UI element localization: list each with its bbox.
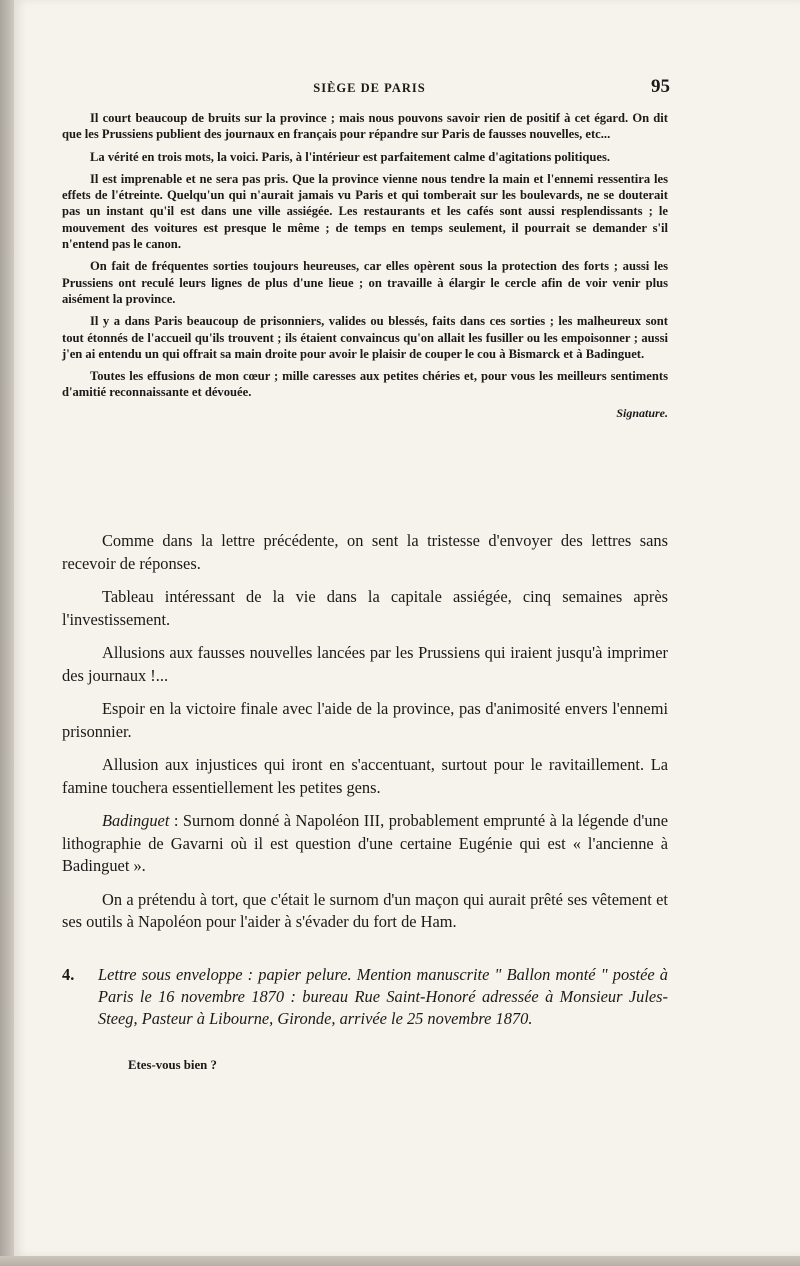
- commentary-paragraph: On a prétendu à tort, que c'était le surnom d'un maçon qui aurait prêté ses vêtement et ses outils à Napoléon pour l'aider à s'évader du fort de Ham.: [62, 889, 668, 931]
- letter-paragraph: Il court beaucoup de bruits sur la province ; mais nous pouvons savoir rien de positif à cet égard. On dit que les Prussiens publient des journaux en français pour répandre sur Paris de fausses nouvelles, etc...: [62, 111, 668, 142]
- letter-paragraph: Il est imprenable et ne sera pas pris. Que la province vienne nous tendre la main et l'ennemi ressentira les effets de l'étreinte. Quelqu'un qui n'aurait jamais vu Paris et qui tomberait sur les boulevards, ne se douterait pas un instant qu'il est dans une ville assiégée. Les restaurants et les cafés sont aussi resplendissants ; le mouvement des voitures est presque le même ; de temps en temps seulement, il pourrait se demander s'il n'entend pas le canon.: [62, 171, 668, 252]
- letter-paragraph: La vérité en trois mots, la voici. Paris, à l'intérieur est parfaitement calme d'agitations politiques.: [90, 149, 611, 164]
- letter-opening: Etes-vous bien ?: [128, 1058, 217, 1072]
- badinguet-note: [62, 810, 668, 878]
- letter-paragraph: On fait de fréquentes sorties toujours heureuses, car elles opèrent sous la protection des forts ; aussi les Prussiens ont reculé leurs lignes de plus d'une lieue ; on travaille à élargir le cercle afin de voir venir plus aisément la province.: [62, 259, 668, 306]
- quoted-letter: [62, 110, 668, 421]
- letter-paragraph: Toutes les effusions de mon cœur ; mille caresses aux petites chéries et, pour vous les meilleurs sentiments d'amitié reconnaissante et dévouée.: [62, 369, 668, 400]
- page-header: [48, 76, 670, 98]
- badinguet-text: : Surnom donné à Napoléon III, probablement emprunté à la légende d'une lithographie de Gavarni où il est question d'une certaine Eugénie qui est « l'ancienne à Badinguet ».: [62, 811, 668, 875]
- commentary-paragraph: Allusion aux injustices qui iront en s'accentuant, surtout pour le ravitaillement. La famine touchera essentiellement les petites gens.: [62, 755, 668, 797]
- letter-signature: Signature.: [616, 405, 668, 420]
- commentary-paragraph: Comme dans la lettre précédente, on sent la tristesse d'envoyer des lettres sans recevoir de réponses.: [62, 531, 668, 573]
- catalog-item: [62, 964, 668, 1030]
- commentary: [62, 530, 668, 945]
- commentary-paragraph: Allusions aux fausses nouvelles lancées par les Prussiens qui iraient jusqu'à imprimer des journaux !...: [62, 643, 668, 685]
- page-number: 95: [651, 76, 670, 97]
- letter-paragraph: Il y a dans Paris beaucoup de prisonniers, valides ou blessés, faits dans ces sorties ; les malheureux sont tout étonnés de l'accueil qu'ils trouvent ; ils étaient convaincus qu'on allait les fusiller ou les empoisonner ; aussi j'en ai entendu un qui offrait sa main droite pour avoir le plaisir de couper le cou à Bismarck et à Badinguet.: [62, 314, 668, 361]
- badinguet-term: Badinguet: [102, 811, 170, 830]
- book-spine-shadow: [0, 0, 14, 1266]
- running-head: SIÈGE DE PARIS: [313, 81, 426, 95]
- item-description: Lettre sous enveloppe : papier pelure. Mention manuscrite " Ballon monté " postée à Paris le 16 novembre 1870 : bureau Rue Saint-Honoré adressée à Monsieur Jules-Steeg, Pasteur à Libourne, Gironde, arrivée le 25 novembre 1870.: [98, 965, 668, 1028]
- commentary-paragraph: Tableau intéressant de la vie dans la capitale assiégée, cinq semaines après l'investissement.: [62, 587, 668, 629]
- item-number: 4.: [62, 965, 75, 984]
- page-bottom-edge: [0, 1256, 800, 1266]
- commentary-paragraph: Espoir en la victoire finale avec l'aide de la province, pas d'animosité envers l'ennemi prisonnier.: [62, 699, 668, 741]
